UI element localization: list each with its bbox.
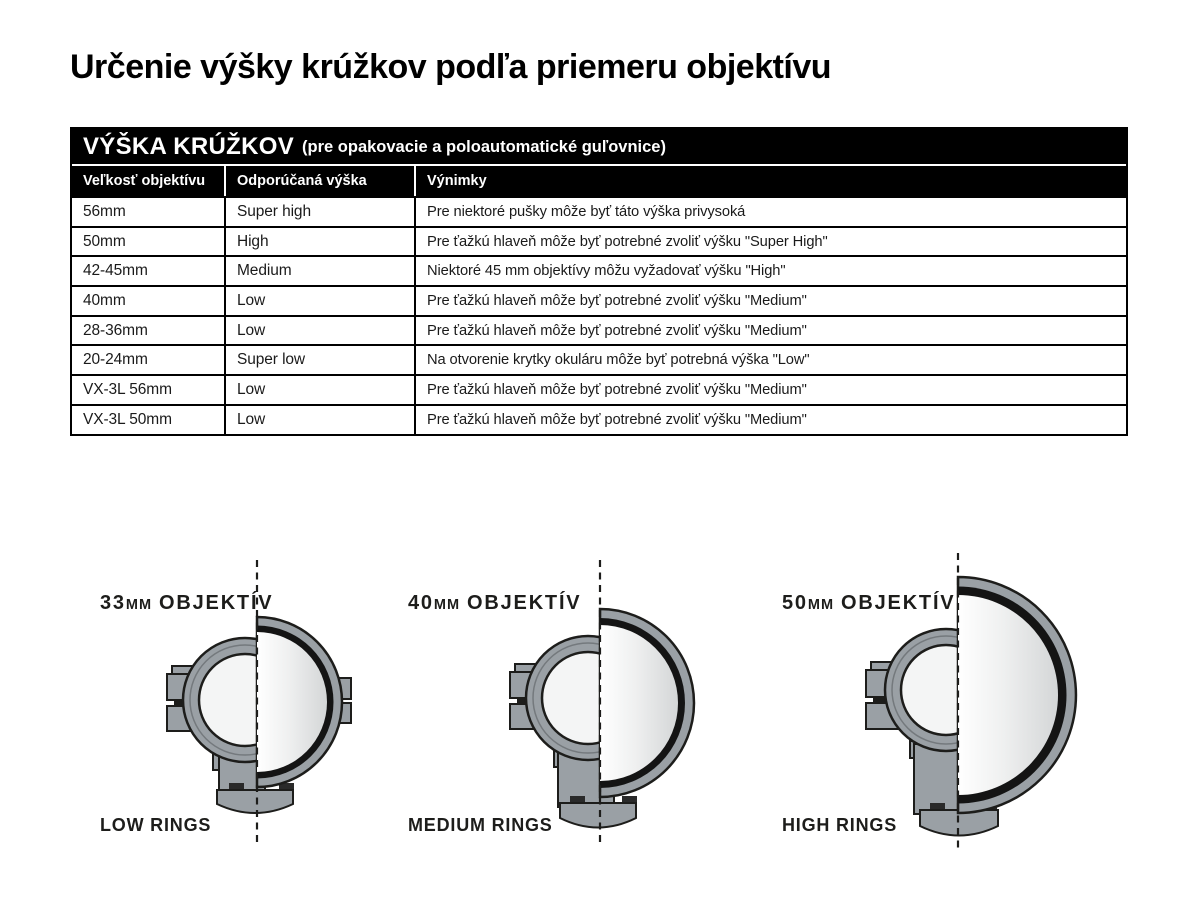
cell-recommended-height: Low xyxy=(224,406,414,434)
objective-size-text: 33 xyxy=(100,592,126,614)
table-row xyxy=(72,374,1126,404)
objective-lens xyxy=(958,577,1076,813)
table-column-headers xyxy=(72,166,1126,196)
cell-exception: Niektoré 45 mm objektívy môžu vyžadovať výšku "High" xyxy=(414,257,1126,285)
ring-height-table xyxy=(70,127,1128,436)
column-header-recommended-height: Odporúčaná výška xyxy=(224,166,414,196)
column-header-objective-size: Veľkosť objektívu xyxy=(83,173,206,189)
cell-recommended-height: Super high xyxy=(224,198,414,226)
table-row xyxy=(72,315,1126,345)
objective-lens xyxy=(600,609,694,797)
cell-recommended-height: Low xyxy=(224,287,414,315)
table-row xyxy=(72,226,1126,256)
cell-objective-size: 50mm xyxy=(83,232,126,250)
page-title: Určenie výšky krúžkov podľa priemeru objektívu xyxy=(70,48,832,86)
objective-unit-text: MM xyxy=(125,597,153,613)
cell-exception: Pre niektoré pušky môže byť táto výška privysoká xyxy=(414,198,1126,226)
table-row xyxy=(72,285,1126,315)
table-row xyxy=(72,404,1126,434)
cell-recommended-height: Low xyxy=(224,317,414,345)
high-rings-diagram xyxy=(783,545,1143,875)
cell-exception: Pre ťažkú hlaveň môže byť potrebné zvoliť výšku "Medium" xyxy=(414,406,1126,434)
cell-objective-size: 20-24mm xyxy=(83,351,148,369)
cell-objective-size: VX-3L 56mm xyxy=(83,380,172,398)
rings-label-high: HIGH RINGS xyxy=(782,815,898,835)
cell-objective-size: 28-36mm xyxy=(83,321,148,339)
objective-size-text: 50 xyxy=(782,592,808,614)
objective-word-text: OBJEKTÍV xyxy=(841,592,956,614)
low-rings-diagram xyxy=(82,550,432,870)
rings-label-medium: MEDIUM RINGS xyxy=(408,815,553,835)
cell-recommended-height: Low xyxy=(224,376,414,404)
cell-exception: Pre ťažkú hlaveň môže byť potrebné zvoliť výšku "Medium" xyxy=(414,376,1126,404)
objective-lens xyxy=(257,617,342,787)
table-title: VÝŠKA KRÚŽKOV xyxy=(83,132,295,160)
objective-unit-text: MM xyxy=(807,597,835,613)
table-row xyxy=(72,344,1126,374)
objective-word-text: OBJEKTÍV xyxy=(467,592,582,614)
cell-objective-size: 40mm xyxy=(83,291,126,309)
cell-recommended-height: Medium xyxy=(224,257,414,285)
cell-objective-size: 56mm xyxy=(83,202,126,220)
table-row xyxy=(72,196,1126,226)
cell-recommended-height: Super low xyxy=(224,346,414,374)
cell-recommended-height: High xyxy=(224,228,414,256)
cell-exception: Na otvorenie krytky okuláru môže byť potrebná výška "Low" xyxy=(414,346,1126,374)
objective-word-text: OBJEKTÍV xyxy=(159,592,274,614)
medium-rings-diagram xyxy=(425,550,775,870)
rings-label-low: LOW RINGS xyxy=(100,815,212,835)
objective-size-text: 40 xyxy=(408,592,434,614)
column-header-exceptions: Výnimky xyxy=(414,166,1126,196)
table-header-bar xyxy=(72,129,1126,166)
objective-unit-text: MM xyxy=(433,597,461,613)
cell-exception: Pre ťažkú hlaveň môže byť potrebné zvoliť výšku "Medium" xyxy=(414,317,1126,345)
cell-exception: Pre ťažkú hlaveň môže byť potrebné zvoliť výšku "Medium" xyxy=(414,287,1126,315)
cell-objective-size: 42-45mm xyxy=(83,262,148,280)
cell-exception: Pre ťažkú hlaveň môže byť potrebné zvoliť výšku "Super High" xyxy=(414,228,1126,256)
cell-objective-size: VX-3L 50mm xyxy=(83,410,172,428)
table-subtitle: (pre opakovacie a poloautomatické guľovnice) xyxy=(302,138,666,156)
table-row xyxy=(72,255,1126,285)
